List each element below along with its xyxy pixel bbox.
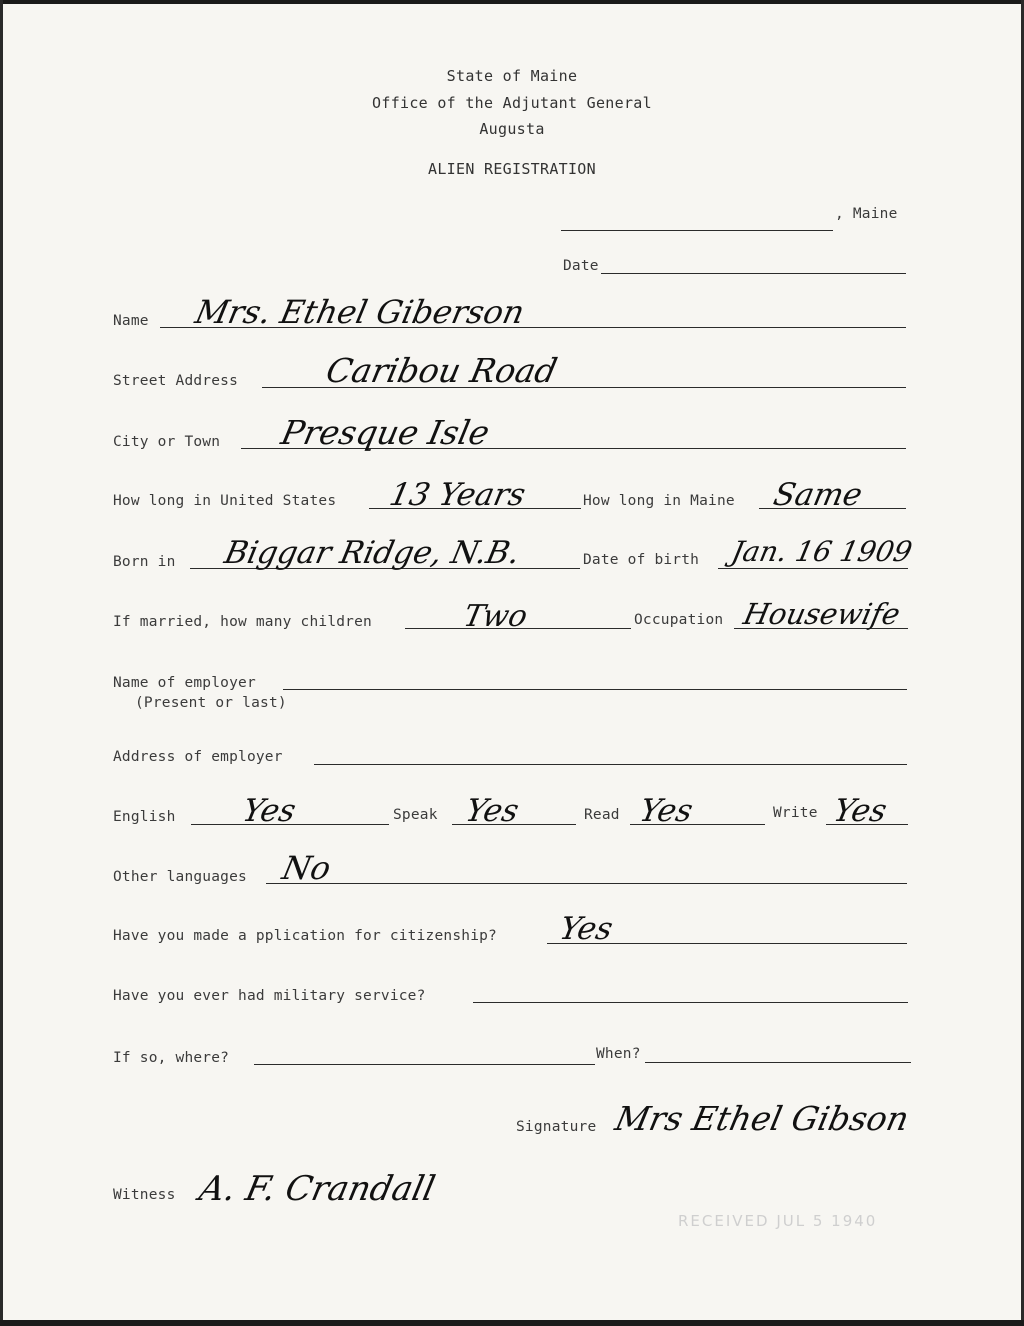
citizenship-value: Yes — [556, 911, 616, 947]
born-in-label: Born in — [113, 554, 176, 570]
employer-name-sublabel: (Present or last) — [135, 695, 287, 711]
name-value: Mrs. Ethel Giberson — [191, 293, 528, 331]
town-line — [561, 230, 833, 231]
other-languages-value: No — [278, 849, 335, 887]
signature-label: Signature — [516, 1119, 597, 1135]
born-in-value: Biggar Ridge, N.B. — [221, 535, 524, 571]
other-languages-line — [266, 883, 907, 884]
date-of-birth-label: Date of birth — [583, 552, 700, 568]
english-value: Yes — [239, 793, 299, 829]
street-address-label: Street Address — [113, 373, 239, 389]
how-long-maine-label: How long in Maine — [583, 493, 735, 509]
maine-suffix-label: , Maine — [835, 206, 898, 222]
name-label: Name — [113, 313, 149, 329]
header-office: Office of the Adjutant General — [372, 94, 652, 112]
date-line — [601, 273, 906, 274]
english-label: English — [113, 809, 176, 825]
if-so-where-label: If so, where? — [113, 1050, 230, 1066]
employer-address-line — [314, 764, 907, 765]
when-label: When? — [596, 1046, 641, 1062]
occupation-label: Occupation — [634, 612, 724, 628]
when-line — [645, 1062, 911, 1063]
speak-value: Yes — [462, 793, 522, 829]
scan-edge-bottom — [0, 1320, 1024, 1326]
scan-edge-top — [0, 0, 1024, 4]
witness-value: A. F. Crandall — [195, 1169, 439, 1209]
street-address-value: Caribou Road — [322, 351, 561, 390]
read-value: Yes — [636, 793, 696, 829]
other-languages-label: Other languages — [113, 869, 247, 885]
received-stamp: RECEIVED JUL 5 1940 — [678, 1212, 878, 1230]
witness-label: Witness — [113, 1187, 176, 1203]
employer-address-label: Address of employer — [113, 749, 283, 765]
header-state: State of Maine — [446, 67, 578, 85]
how-long-us-label: How long in United States — [113, 493, 337, 509]
scan-edge-left — [0, 0, 3, 1326]
write-label: Write — [773, 805, 818, 821]
form-title: ALIEN REGISTRATION — [428, 160, 596, 178]
how-long-maine-value: Same — [770, 477, 866, 513]
date-of-birth-line — [718, 568, 908, 569]
date-label: Date — [563, 258, 599, 274]
read-label: Read — [584, 807, 620, 823]
speak-label: Speak — [393, 807, 438, 823]
header-city: Augusta — [479, 120, 545, 138]
employer-name-label: Name of employer — [113, 675, 256, 691]
children-label: If married, how many children — [113, 614, 372, 630]
children-value: Two — [460, 599, 531, 634]
write-value: Yes — [830, 793, 890, 829]
city-or-town-label: City or Town — [113, 434, 221, 450]
signature-value: Mrs Ethel Gibson — [611, 1099, 913, 1138]
military-label: Have you ever had military service? — [113, 988, 426, 1004]
city-or-town-value: Presque Isle — [277, 413, 494, 452]
how-long-us-value: 13 Years — [386, 477, 529, 513]
military-line — [473, 1002, 908, 1003]
citizenship-label: Have you made a pplication for citizenship? — [113, 928, 497, 944]
employer-name-line — [283, 689, 907, 690]
if-so-where-line — [254, 1064, 595, 1065]
date-of-birth-value: Jan. 16 1909 — [728, 535, 916, 568]
occupation-value: Housewife — [740, 597, 904, 631]
